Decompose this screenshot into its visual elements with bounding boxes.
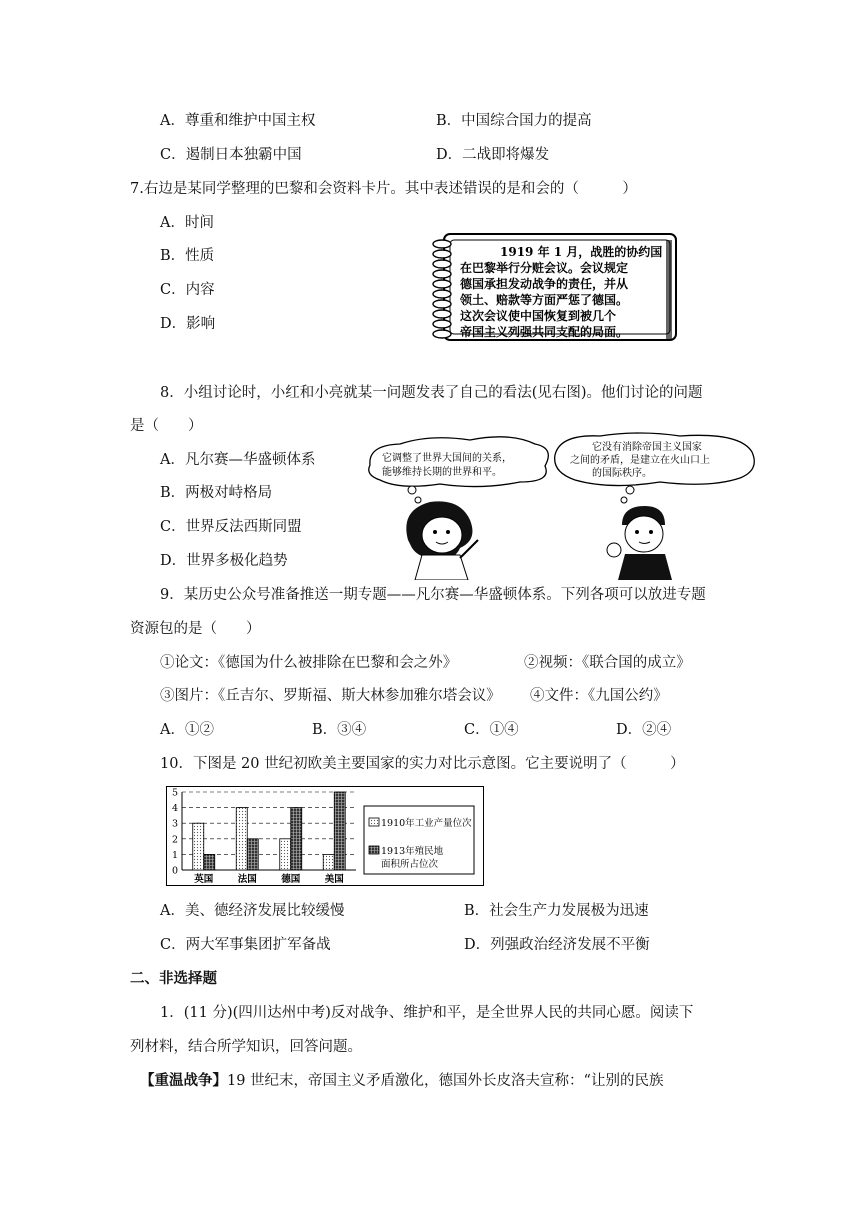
legend-swatch-2: [369, 846, 379, 854]
q8-option-b: B．两极对峙格局: [160, 485, 273, 501]
bar-英国-1: [193, 823, 204, 870]
s2-q1-line-2: 列材料，结合所学知识，回答问题。: [130, 1039, 362, 1055]
chart-legend: [364, 806, 474, 874]
bar-美国-2: [334, 792, 345, 870]
y-tick-label: 0: [172, 865, 179, 877]
left-bubble-line-1: 它调整了世界大国间的关系，: [382, 453, 512, 464]
y-tick-label: 3: [172, 818, 179, 830]
s2-q1-line-1: 1．(11 分)(四川达州中考)反对战争、维护和平，是全世界人民的共同心愿。阅读下: [160, 1005, 694, 1021]
y-tick-label: 5: [172, 787, 179, 799]
q6-option-d: D．二战即将爆发: [436, 147, 550, 163]
q9-stem-line-1: 9．某历史公众号准备推送一期专题——凡尔赛—华盛顿体系。下列各项可以放进专题: [160, 587, 706, 603]
q6-option-c: C．遏制日本独霸中国: [160, 147, 302, 163]
x-tick-label: 美国: [324, 874, 344, 885]
legend-label-2a: 1913年殖民地: [381, 846, 444, 857]
x-tick-label: 德国: [281, 874, 301, 885]
left-speech-bubble: [369, 437, 549, 503]
card-line-2: 在巴黎举行分赃会议。会议规定: [460, 261, 629, 275]
q6-option-a: A．尊重和维护中国主权: [160, 113, 316, 129]
q10-option-d: D．列强政治经济发展不平衡: [464, 937, 650, 953]
card-line-3: 德国承担发动战争的责任，并从: [460, 277, 629, 291]
legend-label-2b: 面积所占位次: [381, 859, 439, 870]
bar-法国-1: [236, 808, 247, 870]
discussion-cartoon: [360, 430, 760, 580]
q9-item-4: ④文件：《九国公约》: [530, 688, 668, 704]
q9-option-b: B．③④: [312, 722, 367, 738]
material-text: 19 世纪末，帝国主义矛盾激化，德国外长皮洛夫宣称：“让别的民族: [227, 1073, 664, 1089]
bar-法国-2: [247, 839, 258, 870]
q7-option-a: A．时间: [160, 215, 214, 231]
s2-material: [140, 1071, 663, 1091]
y-tick-label: 4: [172, 803, 179, 815]
boy-figure-icon: [607, 506, 672, 580]
q9-stem-line-2: 资源包的是（ ）: [130, 621, 261, 637]
right-bubble-line-3: 的国际秩序。: [592, 468, 652, 479]
right-speech-bubble: [555, 433, 755, 503]
card-line-1: 1919 年 1 月，战胜的协约国: [500, 245, 663, 259]
q7-option-b: B．性质: [160, 248, 215, 264]
legend-label-1: 1910年工业产量位次: [381, 818, 472, 829]
q8-stem-line-2: 是（ ）: [130, 418, 203, 434]
q8-option-a: A．凡尔赛—华盛顿体系: [160, 452, 316, 468]
right-bubble-line-2: 之间的矛盾，是建立在火山口上: [570, 455, 710, 466]
q7-option-c: C．内容: [160, 282, 215, 298]
q7-stem: 7.右边是某同学整理的巴黎和会资料卡片。其中表述错误的是和会的（ ）: [130, 181, 637, 197]
q9-option-d: D．②④: [616, 722, 672, 738]
q9-item-1: ①论文：《德国为什么被排除在巴黎和会之外》: [160, 655, 458, 671]
bar-德国-2: [291, 808, 302, 870]
legend-swatch-1: [369, 818, 379, 826]
y-tick-label: 2: [172, 834, 179, 846]
power-comparison-chart: [166, 786, 484, 886]
q9-item-3: ③图片：《丘吉尔、罗斯福、斯大林参加雅尔塔会议》: [160, 688, 501, 704]
card-line-4: 领土、赔款等方面严惩了德国。: [460, 293, 629, 307]
q6-option-b: B．中国综合国力的提高: [436, 113, 592, 129]
q9-option-c: C．①④: [464, 722, 519, 738]
left-bubble-line-2: 能够维持长期的世界和平。: [382, 467, 502, 478]
x-tick-label: 法国: [237, 874, 257, 885]
bar-德国-1: [280, 839, 291, 870]
q10-option-b: B．社会生产力发展极为迅速: [464, 903, 649, 919]
paris-conference-card: [430, 230, 680, 345]
card-line-6: 帝国主义列强共同支配的局面。: [460, 325, 629, 339]
y-tick-label: 1: [172, 849, 179, 861]
q7-option-d: D．影响: [160, 316, 216, 332]
q9-option-a: A．①②: [160, 722, 214, 738]
q9-item-2: ②视频：《联合国的成立》: [524, 655, 691, 671]
right-bubble-line-1: 它没有消除帝国主义国家: [592, 442, 702, 453]
material-label: 【重温战争】: [140, 1072, 227, 1089]
q8-option-d: D．世界多极化趋势: [160, 553, 288, 569]
card-line-5: 这次会议使中国恢复到被几个: [460, 309, 617, 323]
q10-option-c: C．两大军事集团扩军备战: [160, 937, 331, 953]
q10-option-a: A．美、德经济发展比较缓慢: [160, 903, 345, 919]
q8-stem-line-1: 8．小组讨论时，小红和小亮就某一问题发表了自己的看法(见右图)。他们讨论的问题: [160, 385, 703, 401]
x-tick-label: 英国: [194, 874, 214, 885]
bar-美国-1: [323, 854, 334, 870]
bar-英国-2: [204, 854, 215, 870]
q8-option-c: C．世界反法西斯同盟: [160, 519, 302, 535]
girl-figure-icon: [406, 501, 478, 580]
section-title: 二、非选择题: [130, 970, 217, 987]
q10-stem: 10．下图是 20 世纪初欧美主要国家的实力对比示意图。它主要说明了（ ）: [160, 756, 685, 772]
